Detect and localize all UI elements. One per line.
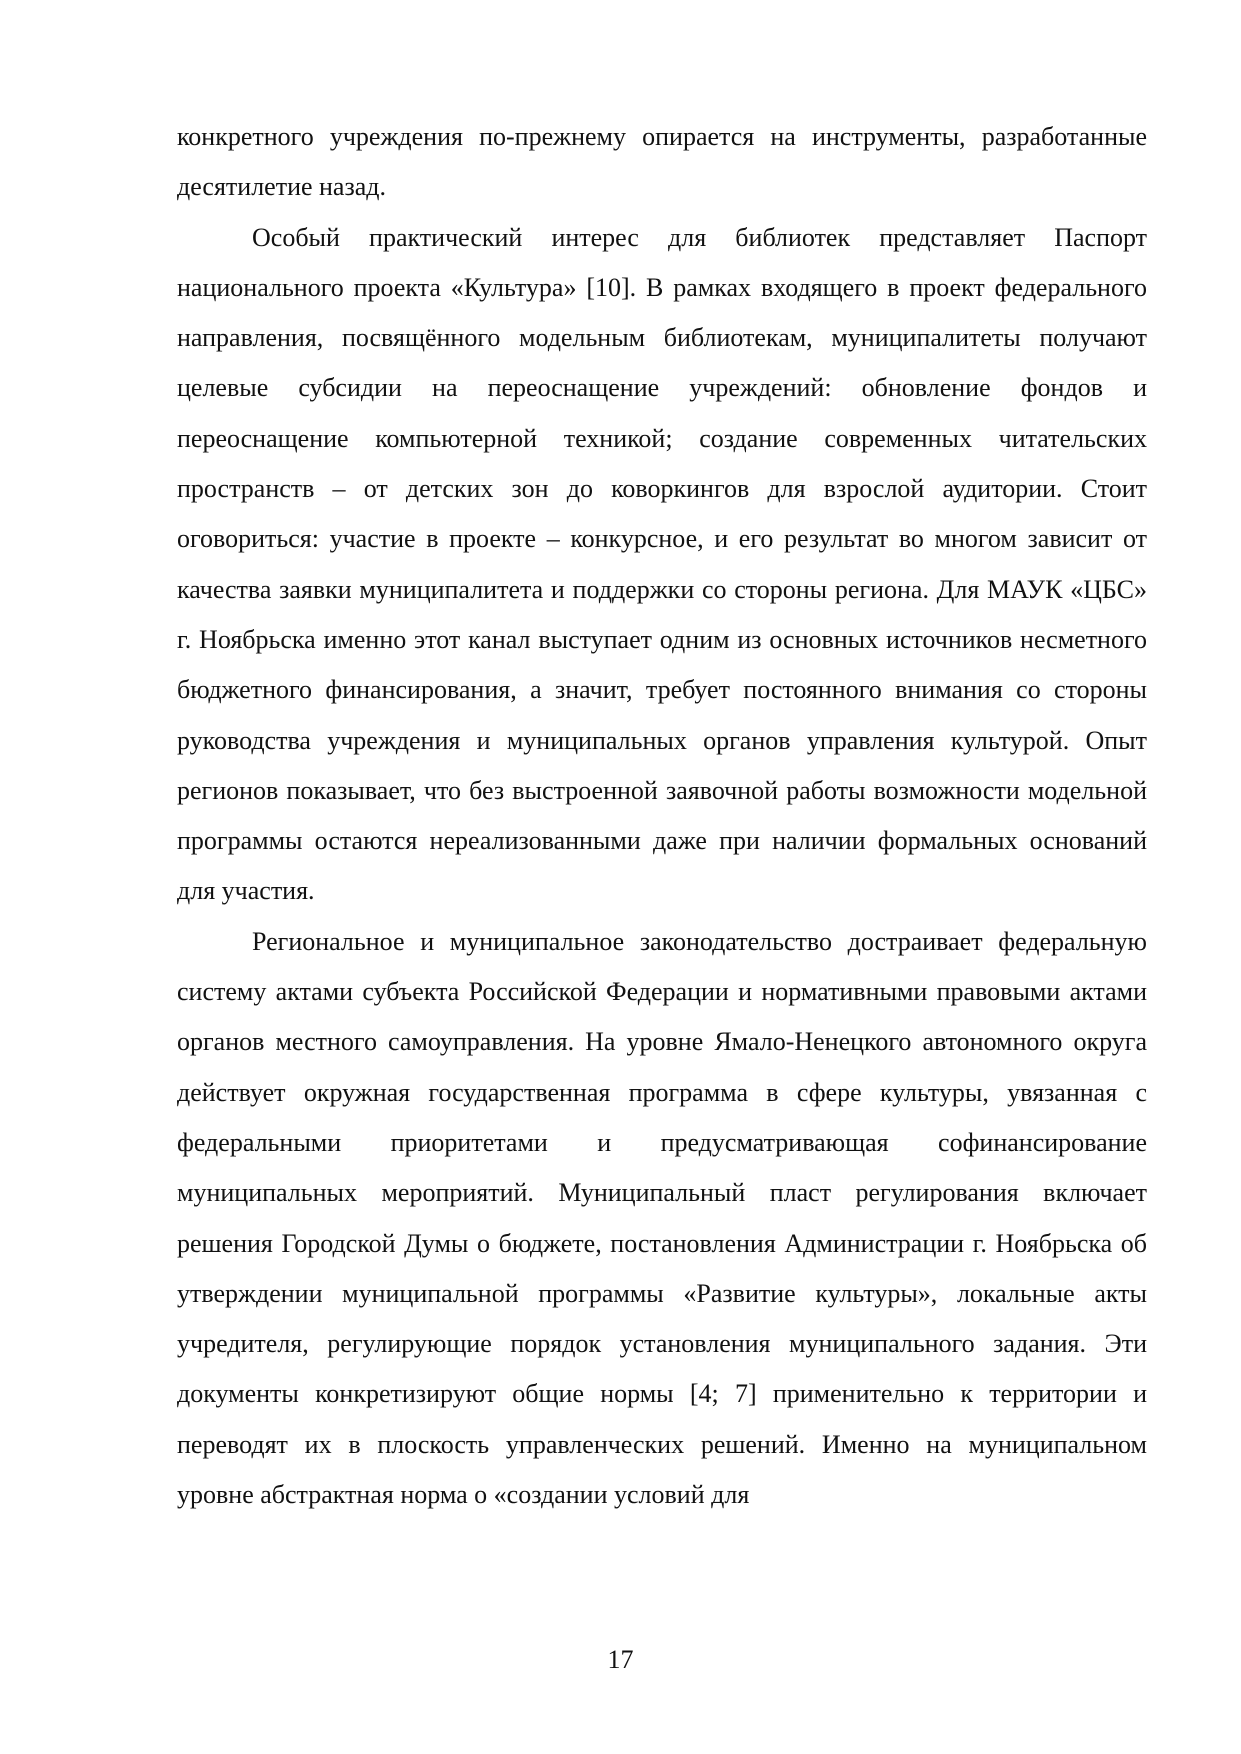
page-number: 17	[607, 1645, 634, 1674]
paragraph-national-project: Особый практический интерес для библиотек представляет Паспорт национального проекта «Культура» [10]. В рамках входящего в проект федерального направления, посвящённого модельным библиотекам, муниципалитеты получают целевые субсидии на переоснащение учреждений: обновление фондов и переоснащение компьютерной техникой; создание современных читательских пространств – от детских зон до коворкингов для взрослой аудитории. Стоит оговориться: участие в проекте – конкурсное, и его результат во многом зависит от качества заявки муниципалитета и поддержки со стороны региона. Для МАУК «ЦБС» г. Ноябрьска именно этот канал выступает одним из основных источников несметного бюджетного финансирования, а значит, требует постоянного внимания со стороны руководства учреждения и муниципальных органов управления культурой. Опыт регионов показывает, что без выстроенной заявочной работы возможности модельной программы остаются нереализованными даже при наличии формальных оснований для участия.	[177, 222, 1147, 906]
paragraph-regional-legislation: Региональное и муниципальное законодательство достраивает федеральную систему актами субъекта Российской Федерации и нормативными правовыми актами органов местного самоуправления. На уровне Ямало-Ненецкого автономного округа действует окружная государственная программа в сфере культуры, увязанная с федеральными приоритетами и предусматривающая софинансирование муниципальных мероприятий. Муниципальный пласт регулирования включает решения Городской Думы о бюджете, постановления Администрации г. Ноябрьска об утверждении муниципальной программы «Развитие культуры», локальные акты учредителя, регулирующие порядок установления муниципального задания. Эти документы конкретизируют общие нормы [4; 7] применительно к территории и переводят их в плоскость управленческих решений. Именно на муниципальном уровне абстрактная норма о «создании условий для	[177, 926, 1147, 1510]
paragraph-continuation: конкретного учреждения по-прежнему опирается на инструменты, разработанные десятилетие назад.	[177, 122, 1147, 202]
body-text	[177, 112, 1147, 1520]
